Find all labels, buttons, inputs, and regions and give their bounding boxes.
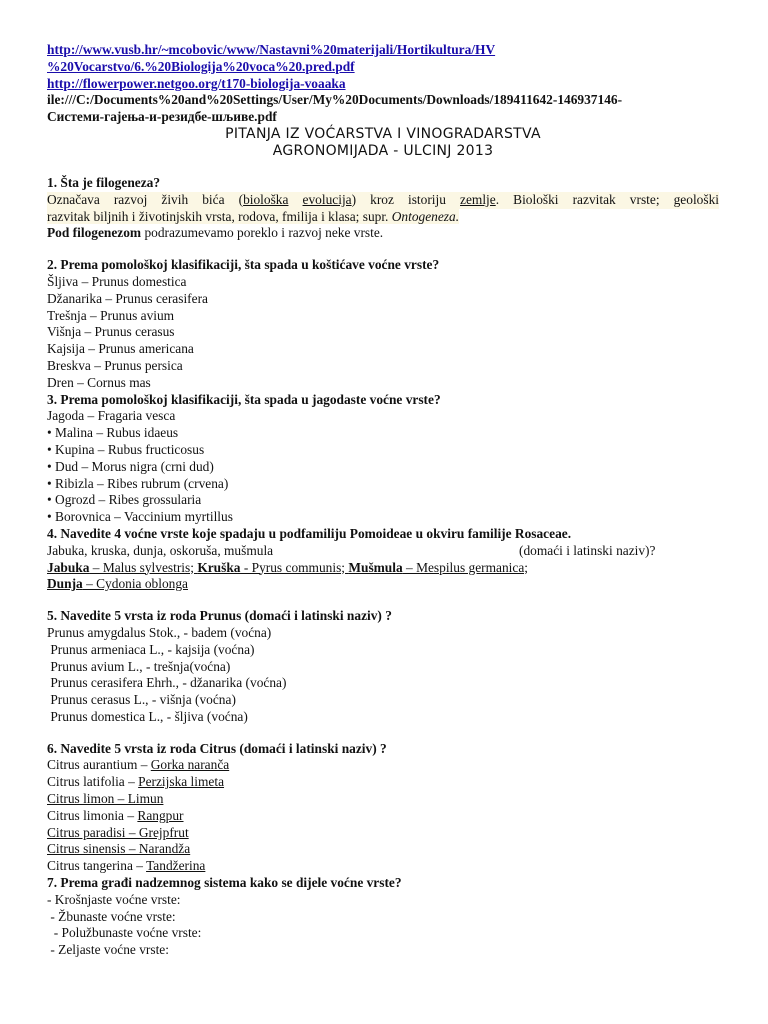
text: Ontogeneza. bbox=[391, 208, 460, 224]
source-link-1-cont[interactable] bbox=[47, 59, 719, 76]
question-6: 6. Navedite 5 vrsta iz roda Citrus (domaći i latinski naziv) ? bbox=[47, 740, 387, 756]
text: (domaći i latinski naziv)? bbox=[519, 542, 656, 558]
link-text[interactable]: http://flowerpower.netgoo.org/t170-biologija-voaaka bbox=[47, 75, 346, 91]
list-item: Džanarika – Prunus cerasifera bbox=[47, 290, 208, 306]
text: Citrus tangerina – bbox=[47, 858, 147, 874]
source-link-2[interactable] bbox=[47, 76, 719, 93]
list-item bbox=[47, 808, 719, 825]
text: podrazumevamo poreklo i razvoj neke vrste. bbox=[141, 225, 384, 241]
list-item: Prunus amygdalus Stok., - badem (voćna) bbox=[47, 624, 272, 640]
source-file-path: ile:///C:/Documents%20and%20Settings/User/My%20Documents/Downloads/189411642-146937146- bbox=[47, 92, 623, 108]
link-text[interactable]: http://www.vusb.hr/~mcobovic/www/Nastavni%20materijali/Hortikultura/HV bbox=[47, 42, 496, 57]
list-item: Breskva – Prunus persica bbox=[47, 357, 183, 373]
list-item: Šljiva – Prunus domestica bbox=[47, 273, 187, 289]
text: . Biološki razvitak vrste; geološki bbox=[495, 191, 719, 207]
spacer bbox=[47, 593, 719, 608]
list-item bbox=[47, 757, 719, 774]
list-item[interactable]: Citrus sinensis – Narandža bbox=[47, 841, 191, 857]
list-item: Prunus domestica L., - šljiva (voćna) bbox=[47, 708, 248, 724]
text: – Mespilus germanica; bbox=[402, 559, 529, 575]
text: Dunja bbox=[47, 576, 83, 592]
text: Mušmula bbox=[348, 559, 403, 575]
list-item: Trešnja – Prunus avium bbox=[47, 307, 175, 323]
answer-1-line-3 bbox=[47, 225, 719, 242]
text: – Malus sylvestris; bbox=[89, 559, 198, 575]
question-7: 7. Prema građi nadzemnog sistema kako se dijele voćne vrste? bbox=[47, 875, 402, 891]
list-item: • Kupina – Rubus fructicosus bbox=[47, 441, 205, 457]
text: Označava razvoj živih bića ( bbox=[47, 191, 244, 207]
list-item: • Ribizla – Ribes rubrum (crvena) bbox=[47, 475, 229, 491]
list-item: - Polužbunaste voćne vrste: bbox=[47, 925, 202, 941]
list-item: • Dud – Morus nigra (crni dud) bbox=[47, 458, 214, 474]
answer-4-line-1 bbox=[47, 543, 719, 560]
spacer bbox=[47, 160, 719, 175]
list-item bbox=[47, 774, 719, 791]
spacer bbox=[47, 726, 719, 741]
text: Citrus limonia – bbox=[47, 807, 138, 823]
answer-4-line-3 bbox=[47, 576, 719, 593]
text: Citrus latifolia – bbox=[47, 774, 139, 790]
answer-4-line-2 bbox=[47, 560, 719, 577]
list-item[interactable]: Citrus paradisi – Grejpfrut bbox=[47, 824, 189, 840]
text: ) kroz istoriju bbox=[351, 191, 461, 207]
answer-1-line-2 bbox=[47, 209, 719, 226]
wiki-link[interactable]: Gorka naranča bbox=[150, 757, 230, 773]
list-item: - Žbunaste voćne vrste: bbox=[47, 908, 176, 924]
question-2: 2. Prema pomološkoj klasifikaciji, šta spada u koštićave voćne vrste? bbox=[47, 257, 440, 273]
list-item: Jagoda – Fragaria vesca bbox=[47, 408, 176, 424]
list-item[interactable]: Citrus limon – Limun bbox=[47, 791, 164, 807]
text: - Pyrus communis; bbox=[240, 559, 349, 575]
text: Jabuka, kruska, dunja, oskoruša, mušmula bbox=[47, 542, 274, 558]
wiki-link[interactable]: zemlje bbox=[460, 191, 496, 207]
text: Pod filogenezom bbox=[47, 225, 142, 241]
question-4: 4. Navedite 4 voćne vrste koje spadaju u podfamiliju Pomoideae u okviru familije Rosaceae. bbox=[47, 525, 572, 541]
spacer bbox=[47, 242, 719, 257]
wiki-link[interactable]: Rangpur bbox=[137, 807, 184, 823]
question-3: 3. Prema pomološkoj klasifikaciji, šta spada u jagodaste voćne vrste? bbox=[47, 391, 441, 407]
list-item: - Zeljaste voćne vrste: bbox=[47, 942, 169, 958]
list-item: Prunus cerasus L., - višnja (voćna) bbox=[47, 692, 236, 708]
page-title-line-2: AGRONOMIJADA - ULCINJ 2013 bbox=[272, 142, 494, 159]
list-item: Kajsija – Prunus americana bbox=[47, 341, 194, 357]
page-title-line-1: PITANJA IZ VOĆARSTVA I VINOGRADARSTVA bbox=[225, 125, 541, 142]
list-item: Prunus armeniaca L., - kajsija (voćna) bbox=[47, 641, 255, 657]
question-1: 1. Šta je filogeneza? bbox=[47, 174, 161, 190]
text: razvitak biljnih i životinjskih vrsta, rodova, fmilija i klasa; supr. bbox=[47, 208, 392, 224]
list-item: Višnja – Prunus cerasus bbox=[47, 324, 175, 340]
list-item bbox=[47, 858, 719, 875]
source-link-1[interactable] bbox=[47, 42, 719, 59]
list-item: Dren – Cornus mas bbox=[47, 374, 151, 390]
list-item: • Borovnica – Vaccinium myrtillus bbox=[47, 509, 233, 525]
list-item: Prunus avium L., - trešnja(voćna) bbox=[47, 658, 231, 674]
link-text[interactable]: %20Vocarstvo/6.%20Biologija%20voca%20.pred.pdf bbox=[47, 58, 355, 74]
list-item: Prunus cerasifera Ehrh., - džanarika (voćna) bbox=[47, 675, 287, 691]
answer-1-line-1 bbox=[47, 192, 719, 209]
wiki-link[interactable]: Tandžerina bbox=[146, 858, 206, 874]
wiki-link[interactable]: biološka bbox=[243, 191, 289, 207]
text: Kruška bbox=[197, 559, 241, 575]
list-item: • Ogrozd – Ribes grossularia bbox=[47, 492, 202, 508]
text: Citrus aurantium – bbox=[47, 757, 151, 773]
list-item: • Malina – Rubus idaeus bbox=[47, 425, 179, 441]
list-item: - Krošnjaste voćne vrste: bbox=[47, 891, 181, 907]
text: Jabuka bbox=[47, 559, 90, 575]
wiki-link[interactable]: Perzijska limeta bbox=[138, 774, 225, 790]
text: – Cydonia oblonga bbox=[82, 576, 188, 592]
source-file-name: Системи-гајења-и-резидбе-шљиве.pdf bbox=[47, 109, 277, 125]
wiki-link[interactable]: evolucija bbox=[302, 191, 352, 207]
document-page bbox=[47, 42, 719, 959]
text bbox=[288, 192, 302, 207]
question-5: 5. Navedite 5 vrsta iz roda Prunus (domaći i latinski naziv) ? bbox=[47, 608, 392, 624]
